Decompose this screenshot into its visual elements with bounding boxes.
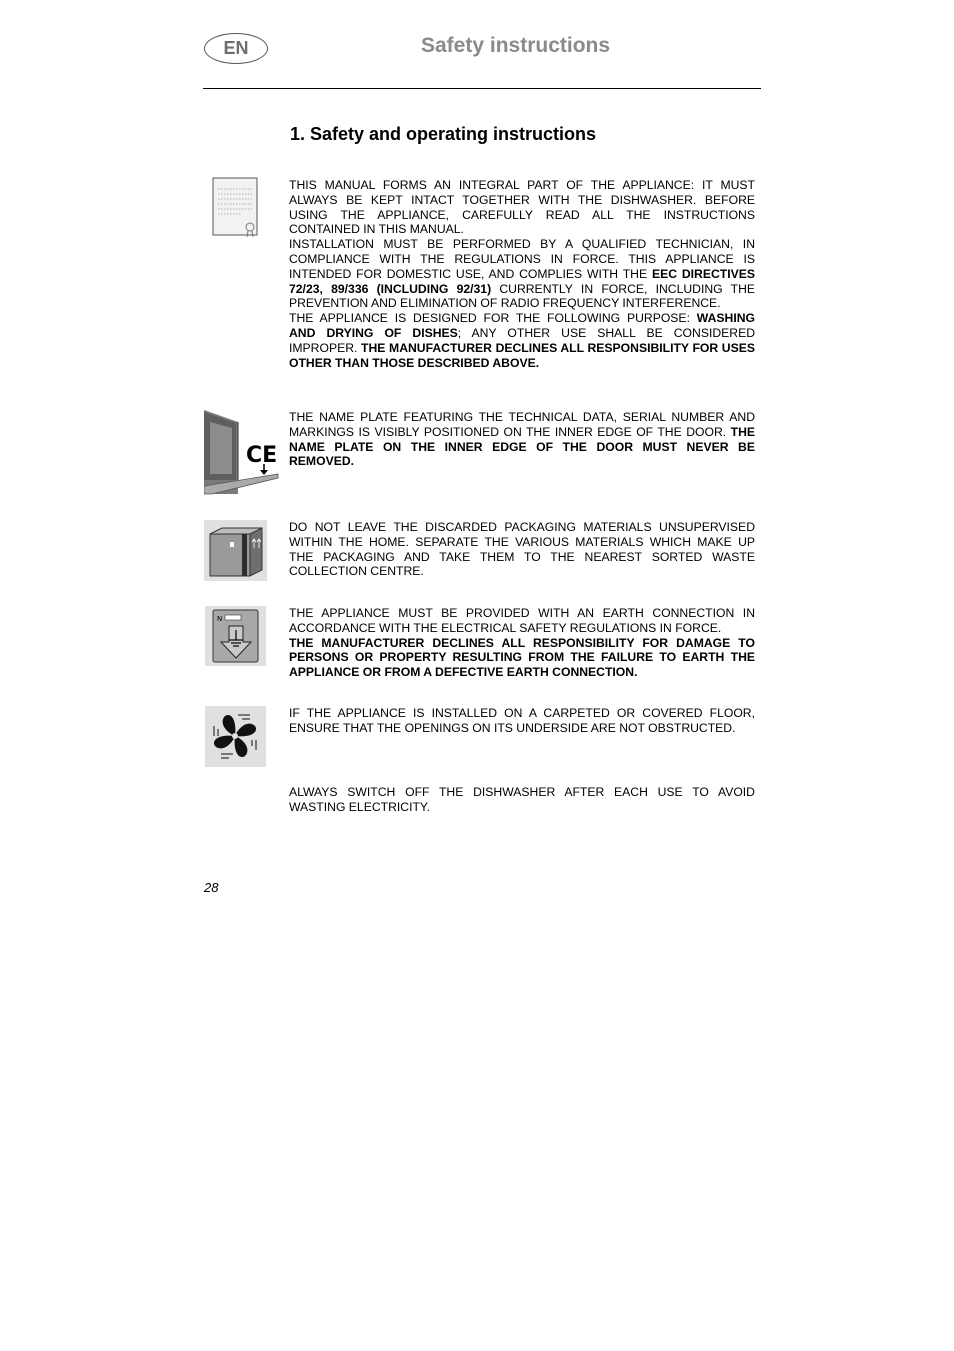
ventilation-text — [289, 706, 755, 736]
page-number: 28 — [204, 880, 219, 895]
svg-text:N: N — [217, 615, 223, 623]
packaging-paragraph: DO NOT LEAVE THE DISCARDED PACKAGING MATERIALS UNSUPERVISED WITHIN THE HOME. SEPARATE THE VARIOUS MATERIALS WHICH MAKE UP THE PACKAGING AND TAKE THEM TO THE NEAREST SORTED WASTE COLLECTION CENTRE. — [289, 520, 755, 579]
purpose-text-a: THE APPLIANCE IS DESIGNED FOR THE FOLLOWING PURPOSE: — [289, 311, 697, 326]
manual-instructions-text — [289, 178, 755, 370]
purpose-text-b: WASHING AND DRYING OF DISHES — [289, 311, 755, 340]
ventilation-paragraph: IF THE APPLIANCE IS INSTALLED ON A CARPETED OR COVERED FLOOR, ENSURE THAT THE OPENINGS ON ITS UNDERSIDE ARE NOT OBSTRUCTED. — [289, 706, 755, 735]
name-plate-text — [289, 410, 755, 469]
purpose-text-d: THE MANUFACTURER DECLINES ALL RESPONSIBILITY FOR USES OTHER THAN THOSE DESCRIBED ABOVE. — [289, 340, 756, 370]
earth-warning-bold: THE MANUFACTURER DECLINES ALL RESPONSIBILITY FOR DAMAGE TO PERSONS OR PROPERTY RESULTING FROM THE FAILURE TO EARTH THE APPLIANCE OR FROM A DEFECTIVE EARTH CONNECTION. — [289, 635, 755, 680]
purpose-text-c: ; ANY OTHER USE SHALL BE CONSIDERED IMPROPER. — [289, 325, 756, 355]
packaging-text — [289, 520, 755, 579]
installation-paragraph — [289, 237, 755, 311]
earth-connection-text — [289, 606, 755, 680]
manual-paragraph-1: THIS MANUAL FORMS AN INTEGRAL PART OF THE APPLIANCE: IT MUST ALWAYS BE KEPT INTACT TOGETHER WITH THE DISHWASHER. BEFORE USING THE APPLIANCE, CAREFULLY READ ALL THE INSTRUCTIONS CONTAINED IN THIS MANUAL. — [289, 178, 755, 237]
switch-off-text — [289, 785, 755, 815]
packaging-box-icon — [204, 520, 267, 581]
name-plate-text-b: THE NAME PLATE ON THE INNER EDGE OF THE DOOR MUST NEVER BE REMOVED. — [289, 424, 755, 469]
name-plate-paragraph — [289, 410, 755, 469]
earth-connection-icon — [205, 606, 266, 666]
language-badge: EN — [204, 33, 268, 64]
fan-ventilation-icon — [205, 706, 266, 767]
manual-document-icon — [212, 177, 260, 239]
ce-name-plate-icon — [204, 410, 279, 495]
name-plate-text-a: THE NAME PLATE FEATURING THE TECHNICAL DATA, SERIAL NUMBER AND MARKINGS IS VISIBLY POSITIONED ON THE INNER EDGE OF THE DOOR. — [289, 410, 755, 439]
earth-paragraph-b — [289, 636, 755, 680]
purpose-paragraph — [289, 311, 755, 370]
earth-paragraph-a: THE APPLIANCE MUST BE PROVIDED WITH AN EARTH CONNECTION IN ACCORDANCE WITH THE ELECTRICAL SAFETY REGULATIONS IN FORCE. — [289, 606, 755, 635]
installation-text-a: INSTALLATION MUST BE PERFORMED BY A QUALIFIED TECHNICIAN, IN COMPLIANCE WITH THE REGULATIONS IN FORCE. THIS APPLIANCE IS INTENDED FOR DOMESTIC USE, AND COMPLIES WITH THE — [289, 237, 755, 281]
header-divider — [203, 88, 761, 89]
eec-directives-text: EEC DIRECTIVES 72/23, 89/336 (INCLUDING 92/31) — [289, 266, 755, 296]
svg-text:CE: CE — [246, 443, 278, 468]
switch-off-paragraph: ALWAYS SWITCH OFF THE DISHWASHER AFTER EACH USE TO AVOID WASTING ELECTRICITY. — [289, 785, 755, 814]
section-title: 1. Safety and operating instructions — [290, 124, 597, 144]
page-header-title: Safety instructions — [421, 34, 611, 57]
installation-text-c: CURRENTLY IN FORCE, INCLUDING THE PREVENTION AND ELIMINATION OF RADIO FREQUENCY INTERFERENCE. — [289, 281, 756, 311]
